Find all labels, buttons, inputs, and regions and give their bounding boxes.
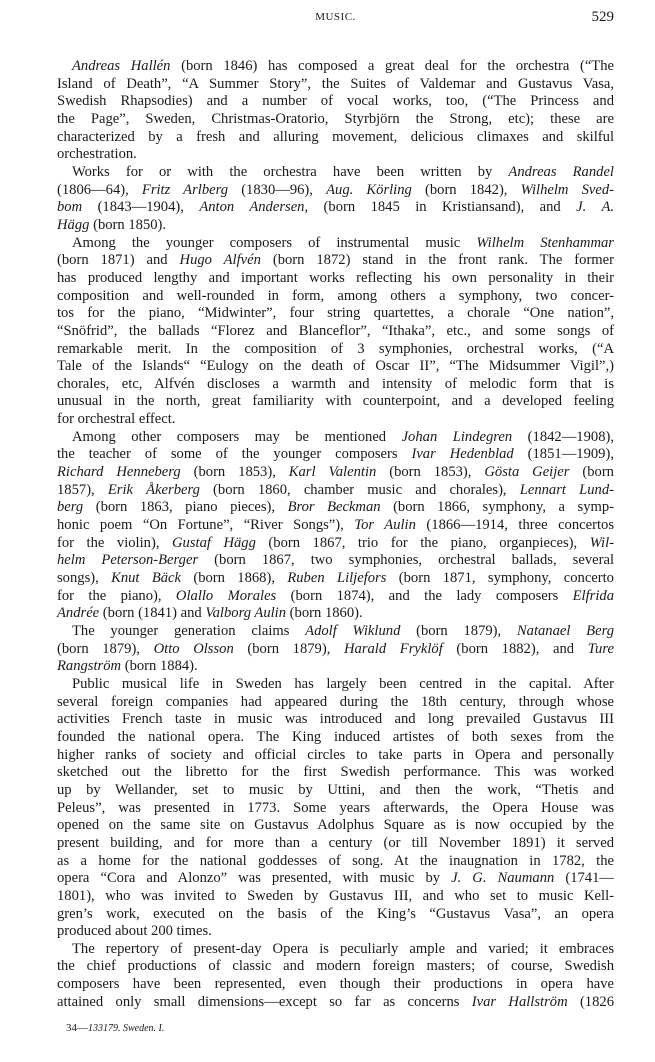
paragraph [57,623,614,676]
text-run: (born (1841) and [99,605,206,622]
text-run: opened on the same site on Gustavus Adolphus Square as is now occupied by the [57,817,614,834]
italic-name: Andrée [57,605,100,622]
italic-name: Ture [587,640,614,657]
italic-name: Ivar Hedenblad [411,446,514,463]
italic-name: Aug. Körling [326,181,412,198]
text-line [57,358,614,376]
text-run: (born 1872) stand in the front rank. The former [260,252,614,269]
text-run: activities French taste in music was introduced and long prevailed Gustavus III [57,711,614,728]
text-line [57,146,614,164]
text-line [57,552,614,570]
body-text [57,58,614,1011]
text-run: (1806—64), [57,181,142,198]
text-run: founded the national opera. The King induced artistes of both sexes from the [57,728,614,745]
text-run: The repertory of present-day Opera is peculiarly ample and varied; it embraces [72,940,614,957]
text-line [57,658,614,676]
text-run: 1857), [57,481,108,498]
italic-name: Rangström [57,658,122,675]
text-line [57,958,614,976]
italic-name: J. A. [576,199,615,216]
italic-name: Andreas Hallén [72,58,171,74]
italic-name: Adolf Wiklund [305,623,401,639]
text-run: (born 1884). [121,658,198,675]
text-run: (born 1860). [286,605,363,622]
text-run: orchestration. [57,146,137,163]
text-line [57,641,614,659]
italic-name: Lennart Lund- [519,481,614,498]
italic-name: Otto Olsson [153,640,234,657]
text-line [57,252,614,270]
text-run: unusual in the north, great familiarity with counterpoint, and a developed feeling [57,393,614,410]
paragraph [57,164,614,235]
text-line [57,817,614,835]
text-run: attained only small dimensions—except so far as concerns [57,993,472,1010]
text-run: chorales, etc, Alfvén discloses a warmth and intensity of melodic form that is [57,375,614,392]
text-run: (1866—1914, three concertos [415,517,614,534]
text-run: composers have been represented, even though their productions in opera have [57,976,614,993]
italic-name: Olallo Morales [175,587,277,604]
text-run: 1801), who was invited to Sweden by Gustavus III, and who set to music Kell- [57,887,614,904]
text-run: The younger generation claims [72,623,306,639]
italic-name: Ruben Liljefors [287,570,387,587]
paragraph [57,676,614,941]
text-run: produced about 200 times. [57,923,212,940]
text-line [57,535,614,553]
text-run: (born 1853), [376,464,485,481]
text-line [57,729,614,747]
italic-name: Karl Valentin [288,464,377,481]
text-run: (born 1845 in Kristiansand), and [308,199,577,216]
text-line [57,482,614,500]
text-run: (born 1879), [400,623,517,639]
text-run: (born 1853), [180,464,289,481]
text-line [57,93,614,111]
italic-name: Harald Fryklöf [344,640,443,657]
text-line [57,870,614,888]
page-footer [66,1022,164,1034]
text-line [57,111,614,129]
text-run: Works for or with the orchestra have been written by [72,163,509,180]
text-line [57,588,614,606]
text-run: (born 1871) and [57,252,180,269]
text-line [57,853,614,871]
text-run: songs), [57,570,112,587]
text-line [57,58,614,76]
text-line [57,499,614,517]
text-line [57,570,614,588]
text-run: (1830—96), [228,181,327,198]
running-head [57,9,614,29]
text-run: Swedish Rhapsodies) and a number of vocal works, too, (“The Princess and [57,93,614,110]
text-run: for the violin), [57,534,172,551]
italic-name: Wil- [589,534,615,551]
text-run: tos for the piano, “Midwinter”, four string quartettes, a chorale “One nation”, [57,305,614,322]
text-line [57,605,614,623]
italic-name: helm Peterson-Berger [57,552,199,569]
italic-name: Valborg Aulin [205,605,287,622]
text-run: Public musical life in Sweden has largely been centred in the capital. After [72,675,614,692]
paragraph [57,235,614,429]
text-run: (born 1874), and the lady composers [276,587,573,604]
text-run: “Snöfrid”, the ballads “Florez and Blanceflor”, “Ithaka”, etc., and some songs of [57,322,614,339]
text-run: for orchestral effect. [57,411,176,428]
text-run: (born 1868), [181,570,288,587]
text-line [57,411,614,429]
text-run: (born 1842), [411,181,521,198]
text-run: Among the younger composers of instrumental music [72,234,477,251]
text-line [57,217,614,235]
text-run: (born [569,464,614,481]
text-run: (1826 [567,993,614,1010]
text-line [57,429,614,447]
text-run: (born 1871, symphony, concerto [386,570,614,587]
text-line [57,393,614,411]
text-run: several foreign companies had appeared during the 18th century, through whose [57,693,614,710]
text-run: (born 1863, piano pieces), [83,499,288,516]
text-run: the teacher of some of the younger composers [57,446,412,463]
text-run: opera “Cora and Alonzo” was presented, with music by [57,870,452,887]
text-run: (born 1879), [233,640,344,657]
italic-name: Erik Åkerberg [107,481,200,498]
text-run: (born 1846) has composed a great deal for the orchestra (“The [170,58,614,74]
text-run: (1843—1904), [82,199,200,216]
italic-name: Hugo Alfvén [179,252,261,269]
page-number: 529 [591,9,614,25]
text-run: (1741— [554,870,614,887]
text-run: (born 1879), [57,640,154,657]
italic-name: bom [57,199,83,216]
text-line [57,623,614,641]
italic-name: berg [57,499,84,516]
text-run: (born 1866, symphony, a symp- [380,499,614,516]
text-line [57,764,614,782]
italic-name: Tor Aulin [354,517,416,534]
text-run: composition and well-rounded in form, among others a symphony, two concer- [57,287,614,304]
text-line [57,747,614,765]
paragraph [57,429,614,623]
text-run: the chief productions of classic and modern foreign masters; of course, Swedish [57,958,614,975]
text-run: sketched out the libretto for the first Swedish performance. This was worked [57,764,614,781]
italic-name: J. G. Naumann [451,870,555,887]
italic-name: Bror Beckman [287,499,381,516]
text-run: Peleus”, was presented in 1773. Some years afterwards, the Opera House was [57,799,614,816]
text-line [57,376,614,394]
text-run: remarkable merit. In the composition of 3 symphonies, orchestral works, (“A [57,340,614,357]
italic-name: Gösta Geijer [484,464,570,481]
text-run: (born 1850). [89,216,167,233]
italic-name: Richard Henneberg [57,464,181,481]
text-line [57,906,614,924]
text-line [57,941,614,959]
text-line [57,800,614,818]
text-line [57,199,614,217]
text-line [57,164,614,182]
text-line [57,288,614,306]
text-line [57,711,614,729]
text-run: (born 1867, two symphonies, orchestral ballads, several [198,552,614,569]
text-line [57,694,614,712]
text-line [57,517,614,535]
text-run: (born 1867, trio for the piano, organpieces), [255,534,590,551]
text-line [57,235,614,253]
text-line [57,182,614,200]
italic-name: Wilhelm Sved- [520,181,615,198]
italic-name: Andreas Randel [508,163,614,180]
italic-name: Elfrida [572,587,614,604]
chapter-title: MUSIC. [315,11,356,23]
text-line [57,835,614,853]
italic-name: Johan Lindegren [401,428,513,445]
italic-name: Gustaf Hägg [172,534,256,551]
text-run: Among other composers may be mentioned [72,428,402,445]
text-run: present building, and for more than a century (or till November 1891) it served [57,834,614,851]
text-line [57,270,614,288]
text-run: gren’s work, executed on the basis of the King’s “Gustavus Vasa”, an opera [57,905,614,922]
signature-number: 34— [66,1022,88,1034]
text-line [57,129,614,147]
text-run: (born 1860, chamber music and chorales), [199,481,520,498]
text-line [57,341,614,359]
text-run: honic poem “On Fortune”, “River Songs”), [57,517,355,534]
italic-name: Anton Andersen, [199,199,309,216]
text-line [57,305,614,323]
paragraph [57,58,614,164]
print-reference: 133179. Sweden. I. [88,1023,165,1034]
italic-name: Fritz Arlberg [141,181,229,198]
italic-name: Hägg [57,216,90,233]
paragraph [57,941,614,1012]
text-run: characterized by a fresh and alluring movement, delicious climaxes and skilful [57,128,614,145]
text-run: as a home for the national goddesses of song. At the inaugnation in 1782, the [57,852,614,869]
text-run: (1842—1908), [512,428,615,445]
italic-name: Wilhelm Stenhammar [476,234,614,251]
text-line [57,923,614,941]
text-run: (1851—1909), [513,446,614,463]
text-line [57,976,614,994]
text-run: Tale of the Islands“ “Eulogy on the death of Oscar II”, “The Midsummer Vigil”,) [57,358,614,375]
text-line [57,323,614,341]
text-run: (born 1882), and [442,640,588,657]
text-run: higher ranks of society and official circles to take parts in Opera and personally [57,746,614,763]
text-line [57,676,614,694]
italic-name: Knut Bäck [111,570,181,587]
text-line [57,782,614,800]
italic-name: Ivar Hallström [471,993,568,1010]
text-line [57,446,614,464]
text-run: has produced lengthy and important works reflecting his own personality in their [57,269,614,286]
text-line [57,464,614,482]
text-run: the Page”, Sweden, Christmas-Oratorio, Styrbjörn the Strong, etc); these are [57,110,614,127]
text-run: Island of Death”, “A Summer Story”, the Suites of Valdemar and Gustavus Vasa, [57,75,614,92]
text-line [57,76,614,94]
text-line [57,888,614,906]
text-run: up by Wellander, set to music by Uttini, and then the work, “Thetis and [57,781,614,798]
text-line [57,994,614,1012]
text-run: for the piano), [57,587,176,604]
italic-name: Natanael Berg [516,623,614,639]
